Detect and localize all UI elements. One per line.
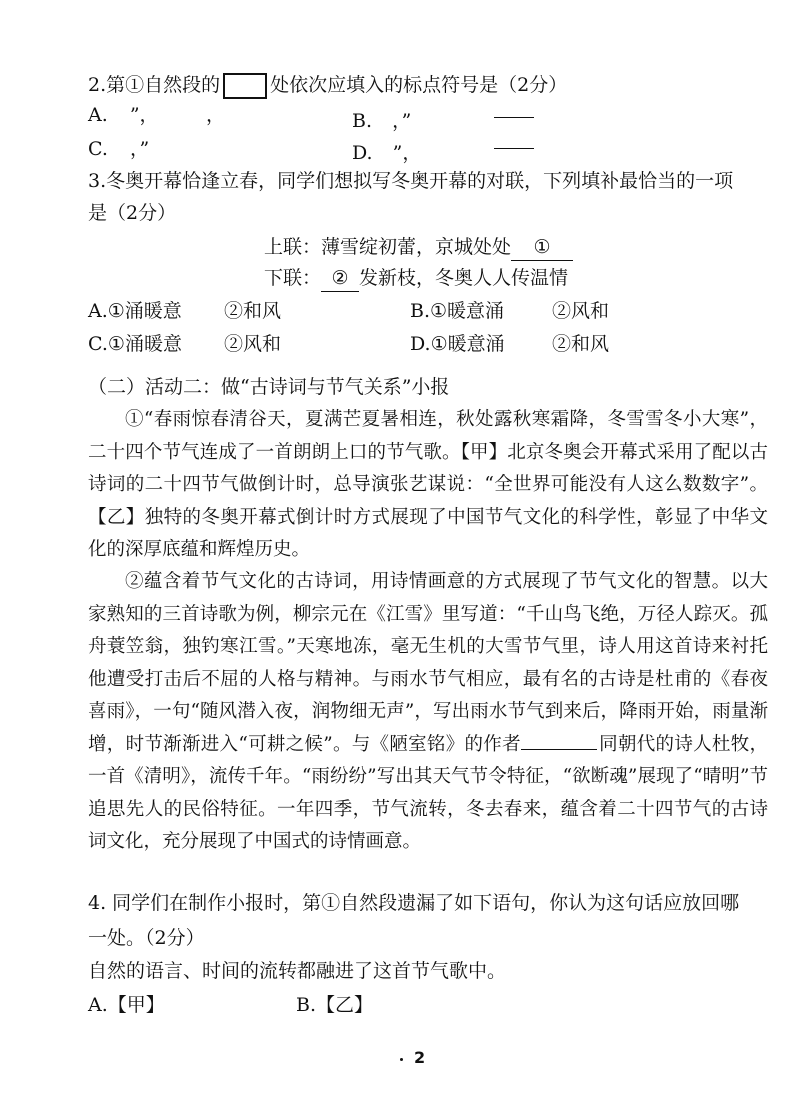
couplet-upper-blank: ① [511,234,573,261]
q2-stem-after: 处依次应填入的标点符号是（2分） [270,74,568,96]
author-blank [521,731,597,750]
q3-option-a-second: ②和风 [224,300,282,322]
paragraph-2-part1: ②蕴含着节气文化的古诗词，用诗情画意的方式展现了节气文化的智慧。以大家熟知的三首诗歌为例，柳宗元在《江雪》里写道：“千山鸟飞绝，万径人踪灭。孤舟蓑笠翁，独钓寒江雪。”天寒地冻，毫无生机的大雪节气里，诗人用这首诗来衬托他遭受打击后不屈的人格与精神。与雨水节气相应，最有名的古诗是杜甫的《春夜喜雨》，一句“随风潜入夜，润物细无声”，写出雨水节气到来后，降雨开始，雨量渐增，时节渐渐进入“可耕之候”。与《陋室铭》的作者 [88,571,768,755]
paragraph-1: ①“春雨惊春清谷天，夏满芒夏暑相连，秋处露秋寒霜降，冬雪雪冬小大寒”，二十四个节气连成了一首朗朗上口的节气歌。【甲】北京冬奥会开幕式采用了配以古诗词的二十四节气做倒计时，总导演张艺谋说：“全世界可能没有人这么数数字”。【乙】独特的冬奥开幕式倒计时方式展现了中国节气文化的科学性，彰显了中华文化的深厚底蕴和辉煌历史。 [88,409,768,560]
q2-option-c-label: C. [88,138,108,160]
couplet-upper [264,234,573,261]
q3-option-b [410,298,504,324]
answer-box [223,73,267,99]
q3-option-d-second: ②和风 [552,333,610,355]
q2-option-b [352,108,411,134]
q2-option-d [352,140,421,166]
q3-stem-line2: 是（2分） [88,202,177,224]
q3-option-d-label: D. [410,333,431,355]
q3-option-b-label: B. [410,300,431,322]
q3-stem-line1: 3.冬奥开幕恰逢立春，同学们想拟写冬奥开幕的对联，下列填补最恰当的一项 [88,170,734,192]
couplet-upper-text: 上联：薄雪绽初蕾，京城处处 [264,236,512,258]
q4-sentence: 自然的语言、时间的流转都融进了这首节气歌中。 [88,960,507,982]
paragraph-2-part2: 同朝代的诗人杜牧，一首《清明》，流传千年。“雨纷纷”写出其天气节令特征，“欲断魂”展现了“晴明”节追思先人的民俗特征。一年四季，节气流转，冬去春来，蕴含着二十四节气的古诗词文化，充分展现了中国式的诗情画意。 [88,733,768,852]
q2-option-b-marks: ，” [392,110,412,132]
q3-option-c-label: C. [88,333,108,355]
couplet-lower-blank: ② [321,265,359,292]
q3-option-a-first: ①涌暖意 [107,300,182,322]
q3-option-a [88,298,182,324]
q3-option-a-label: A. [88,300,108,322]
q2-stem [88,72,567,99]
q3-option-d-first: ①暖意涌 [430,333,505,355]
q2-stem-before: 2.第①自然段的 [88,74,221,96]
q2-option-b-label: B. [352,110,373,132]
page-dot [400,1058,403,1061]
q4-option-b: B.【乙】 [296,994,374,1016]
couplet-lower-suffix: 发新枝，冬奥人人传温情 [359,267,569,289]
q2-option-c [88,136,149,162]
q3-option-b-second: ②风和 [552,300,610,322]
q4-stem-line2: 一处。（2分） [88,927,205,949]
q2-option-c-marks: ，” [129,138,150,160]
q3-option-c-first: ①涌暖意 [107,333,182,355]
couplet-lower-prefix: 下联： [264,267,322,289]
q4-option-a: A.【甲】 [88,994,165,1016]
q2-option-b-dash [494,117,534,118]
q3-option-c-second: ②风和 [224,333,282,355]
q2-option-a [88,102,225,128]
q4-stem-line1: 4. 同学们在制作小报时，第①自然段遗漏了如下语句，你认为这句话应放回哪 [88,892,740,914]
page-number: 2 [414,1048,426,1067]
couplet-lower [264,265,568,292]
q2-option-d-dash [494,148,534,149]
q3-option-b-first: ①暖意涌 [430,300,505,322]
q3-option-c [88,331,182,357]
q2-option-d-label: D. [352,142,373,164]
q3-option-d [410,331,505,357]
q2-option-a-label: A. [88,104,108,126]
paragraph-2 [88,566,768,859]
section-heading: （二）活动二：做“古诗词与节气关系”小报 [88,376,450,398]
q2-option-d-marks: ”， [392,142,422,164]
q2-option-a-marks: ”， ， [129,104,226,126]
